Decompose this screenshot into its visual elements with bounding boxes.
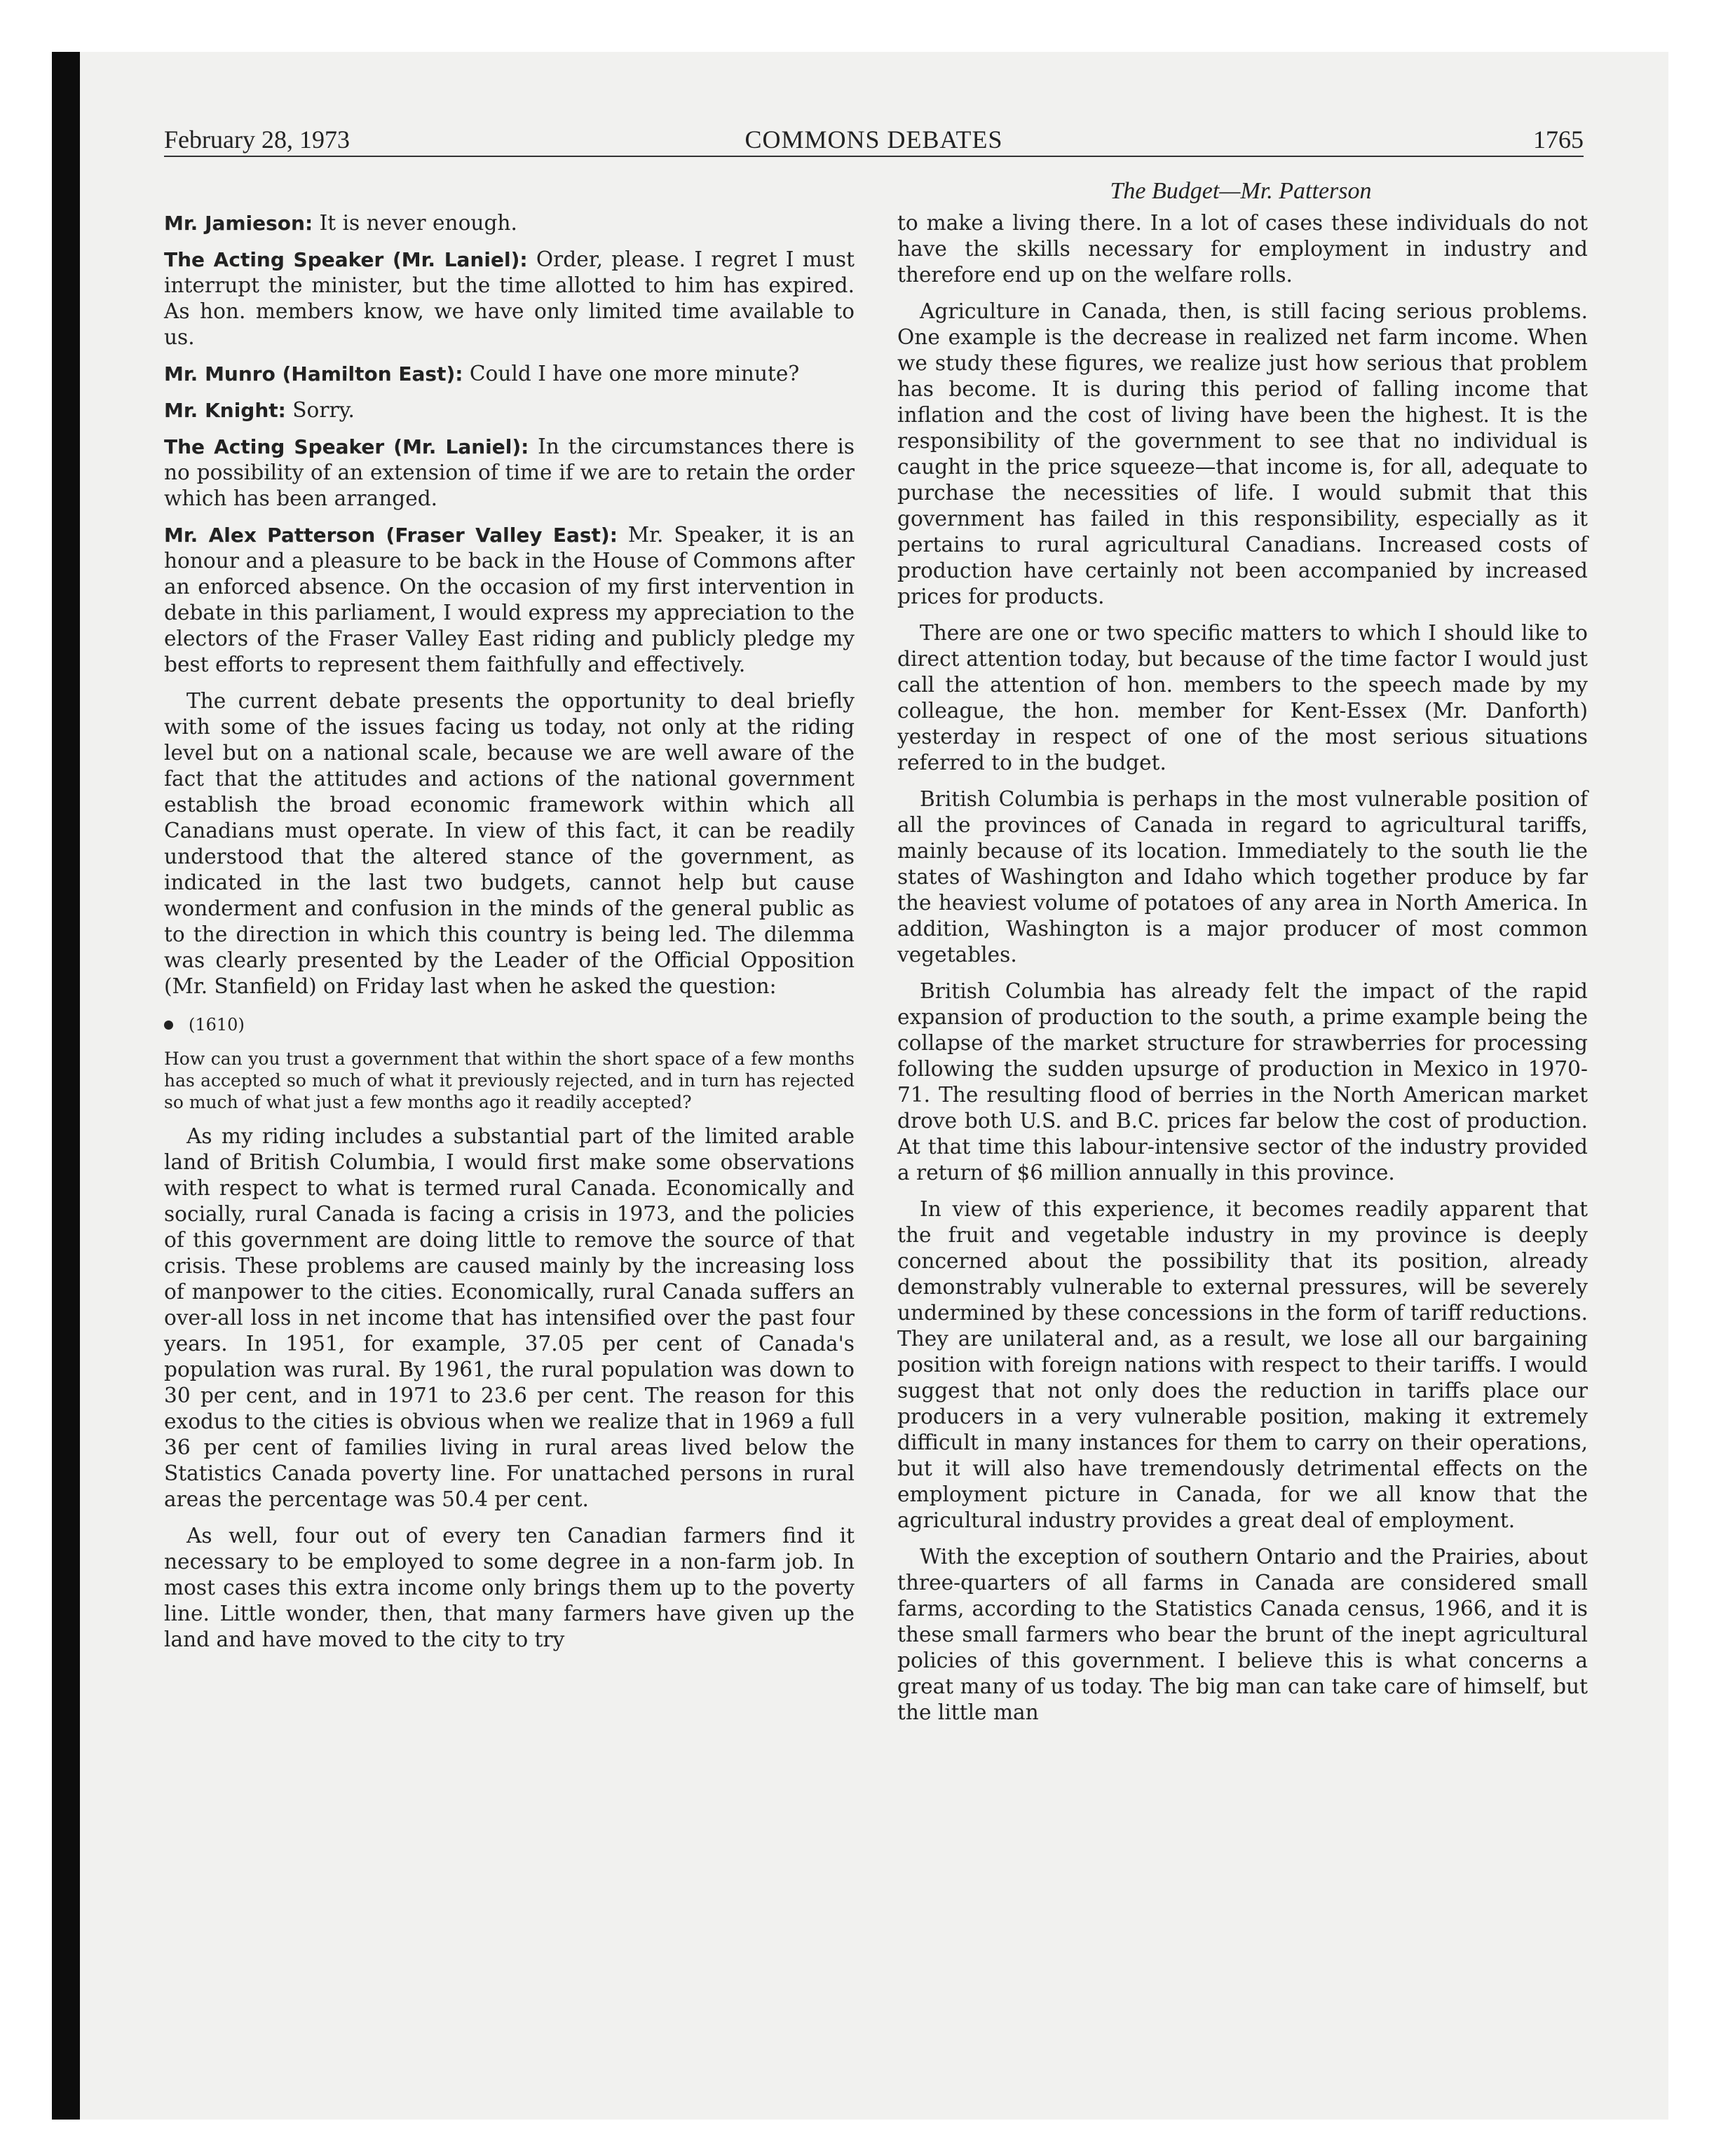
header-title: COMMONS DEBATES <box>744 125 1003 153</box>
paragraph: The current debate presents the opportunity to deal briefly with some of the issues facing us today, not only at the riding level but on a national scale, because we are well aware of the fact that the attitudes and actions of the national government establish the broad economic framework within which all Canadians must operate. In view of this fact, it can be readily understood that the altered stance of the government, as indicated in the last two budgets, cannot help but cause wonderment and confusion in the minds of the general public as to the direction in which this country is being led. The dilemma was clearly presented by the Leader of the Official Opposition (Mr. Stanfield) on Friday last when he asked the question: <box>164 689 855 998</box>
paragraph: British Columbia has already felt the impact of the rapid expansion of production to the south, a prime example being the collapse of the market structure for strawberries for processing following the sudden upsurge of production in Mexico in 1970-71. The resulting flood of berries in the North American market drove both U.S. and B.C. prices far below the cost of production. At that time this labour-intensive sector of the industry provided a return of $6 million annually in this province. <box>897 979 1588 1185</box>
running-head: The Budget—Mr. Patterson <box>1110 178 1372 204</box>
paragraph: With the exception of southern Ontario and the Prairies, about three-quarters of all farms in Canada are considered small farms, according to the Statistics Canada census, 1966, and it is these small farmers who bear the brunt of the inept agricultural policies of this government. I believe this is what concerns a great many of us today. The big man can take care of himself, but the little man <box>897 1545 1588 1724</box>
speech-text: Order, please. I regret I must interrupt the minister, but the time allotted to him has expired. As hon. members know, we have only limited time available to us. <box>164 247 855 349</box>
paragraph: British Columbia is perhaps in the most vulnerable position of all the provinces of Canada in regard to agricultural tariffs, mainly because of its location. Immediately to the south lie the states of Washington and Idaho which together produce by far the heaviest volume of potatoes of any area in North America. In addition, Washington is a major producer of most common vegetables. <box>897 787 1588 967</box>
paragraph: to make a living there. In a lot of cases these individuals do not have the skills necessary for employment in industry and therefore end up on the welfare rolls. <box>897 211 1588 287</box>
header-date: February 28, 1973 <box>164 125 350 153</box>
speech-text: Sorry. <box>285 398 355 422</box>
page-header <box>164 125 1584 157</box>
paragraph: As well, four out of every ten Canadian farmers find it necessary to be employed to some degree in a non-farm job. In most cases this extra income only brings them up to the poverty line. Little wonder, then, that many farmers have given up the land and have moved to the city to try <box>164 1524 855 1651</box>
speech-text: Mr. Speaker, it is an honour and a pleasure to be back in the House of Commons after an enforced absence. On the occasion of my first intervention in debate in this parliament, I would express my appreciation to the electors of the Fraser Valley East riding and publicly pledge my best efforts to represent them faithfully and effectively. <box>164 523 855 676</box>
left-column <box>164 210 855 1663</box>
speech-text: It is never enough. <box>313 211 517 235</box>
paragraph <box>164 522 855 678</box>
scan-edge-bar <box>52 52 80 2120</box>
paragraph: Agriculture in Canada, then, is still facing serious problems. One example is the decrease in realized net farm income. When we study these figures, we realize just how serious that problem has become. It is during this period of falling income that inflation and the cost of living have been the highest. It is the responsibility of the government to see that no individual is caught in the price squeeze—that income is, for all, adequate to purchase the necessities of life. I would submit that this government has failed in this responsibility, especially as it pertains to rural agricultural Canadians. Increased costs of production have certainly not been accompanied by increased prices for products. <box>897 299 1588 608</box>
paragraph <box>164 434 855 512</box>
paragraph <box>164 361 855 387</box>
timestamp-text: (1610) <box>189 1015 245 1035</box>
right-column <box>897 210 1588 1736</box>
speaker-name: Mr. Alex Patterson (Fraser Valley East): <box>164 524 618 547</box>
speaker-name: The Acting Speaker (Mr. Laniel): <box>164 248 528 271</box>
speech-text: In the circumstances there is no possibility of an extension of time if we are to retain the order which has been arranged. <box>164 435 855 510</box>
speaker-name: Mr. Munro (Hamilton East): <box>164 362 463 386</box>
timestamp-marker <box>164 1012 855 1038</box>
header-page-number: 1765 <box>1533 125 1584 153</box>
speaker-name: Mr. Knight: <box>164 399 286 422</box>
paragraph: In view of this experience, it becomes readily apparent that the fruit and vegetable industry in my province is deeply concerned about the possibility that its position, already demonstrably vulnerable to external pressures, will be severely undermined by these concessions in the form of tariff reductions. They are unilateral and, as a result, we lose all our bargaining position with foreign nations with respect to their tariffs. I would suggest that not only does the reduction in tariffs place our producers in a very vulnerable position, making it extremely difficult in many instances for them to carry on their operations, but it will also have tremendously detrimental effects on the employment picture in Canada, for we all know that the agricultural industry provides a great deal of employment. <box>897 1197 1588 1532</box>
paragraph <box>164 210 855 236</box>
paragraph <box>164 397 855 423</box>
speaker-name: The Acting Speaker (Mr. Laniel): <box>164 435 529 458</box>
paragraph <box>164 247 855 350</box>
paragraph: There are one or two specific matters to which I should like to direct attention today, but because of the time factor I would just call the attention of hon. members to the speech made by my colleague, the hon. member for Kent-Essex (Mr. Danforth) yesterday in respect of one of the most serious situations referred to in the budget. <box>897 621 1588 775</box>
block-quote: How can you trust a government that within the short space of a few months has accepted so much of what it previously rejected, and in turn has rejected so much of what just a few months ago it readily accepted? <box>164 1049 855 1112</box>
speech-text: Could I have one more minute? <box>463 362 800 386</box>
paragraph: As my riding includes a substantial part of the limited arable land of British Columbia, I would first make some observations with respect to what is termed rural Canada. Economically and socially, rural Canada is facing a crisis in 1973, and the policies of this government are doing little to remove the source of that crisis. These problems are caused mainly by the increasing loss of manpower to the cities. Economically, rural Canada suffers an over-all loss in net income that has intensified over the past four years. In 1951, for example, 37.05 per cent of Canada's population was rural. By 1961, the rural population was down to 30 per cent, and in 1971 to 23.6 per cent. The reason for this exodus to the cities is obvious when we realize that in 1969 a full 36 per cent of families living in rural areas lived below the Statistics Canada poverty line. For unattached persons in rural areas the percentage was 50.4 per cent. <box>164 1124 855 1511</box>
bullet-icon <box>164 1021 173 1030</box>
speaker-name: Mr. Jamieson: <box>164 212 313 235</box>
